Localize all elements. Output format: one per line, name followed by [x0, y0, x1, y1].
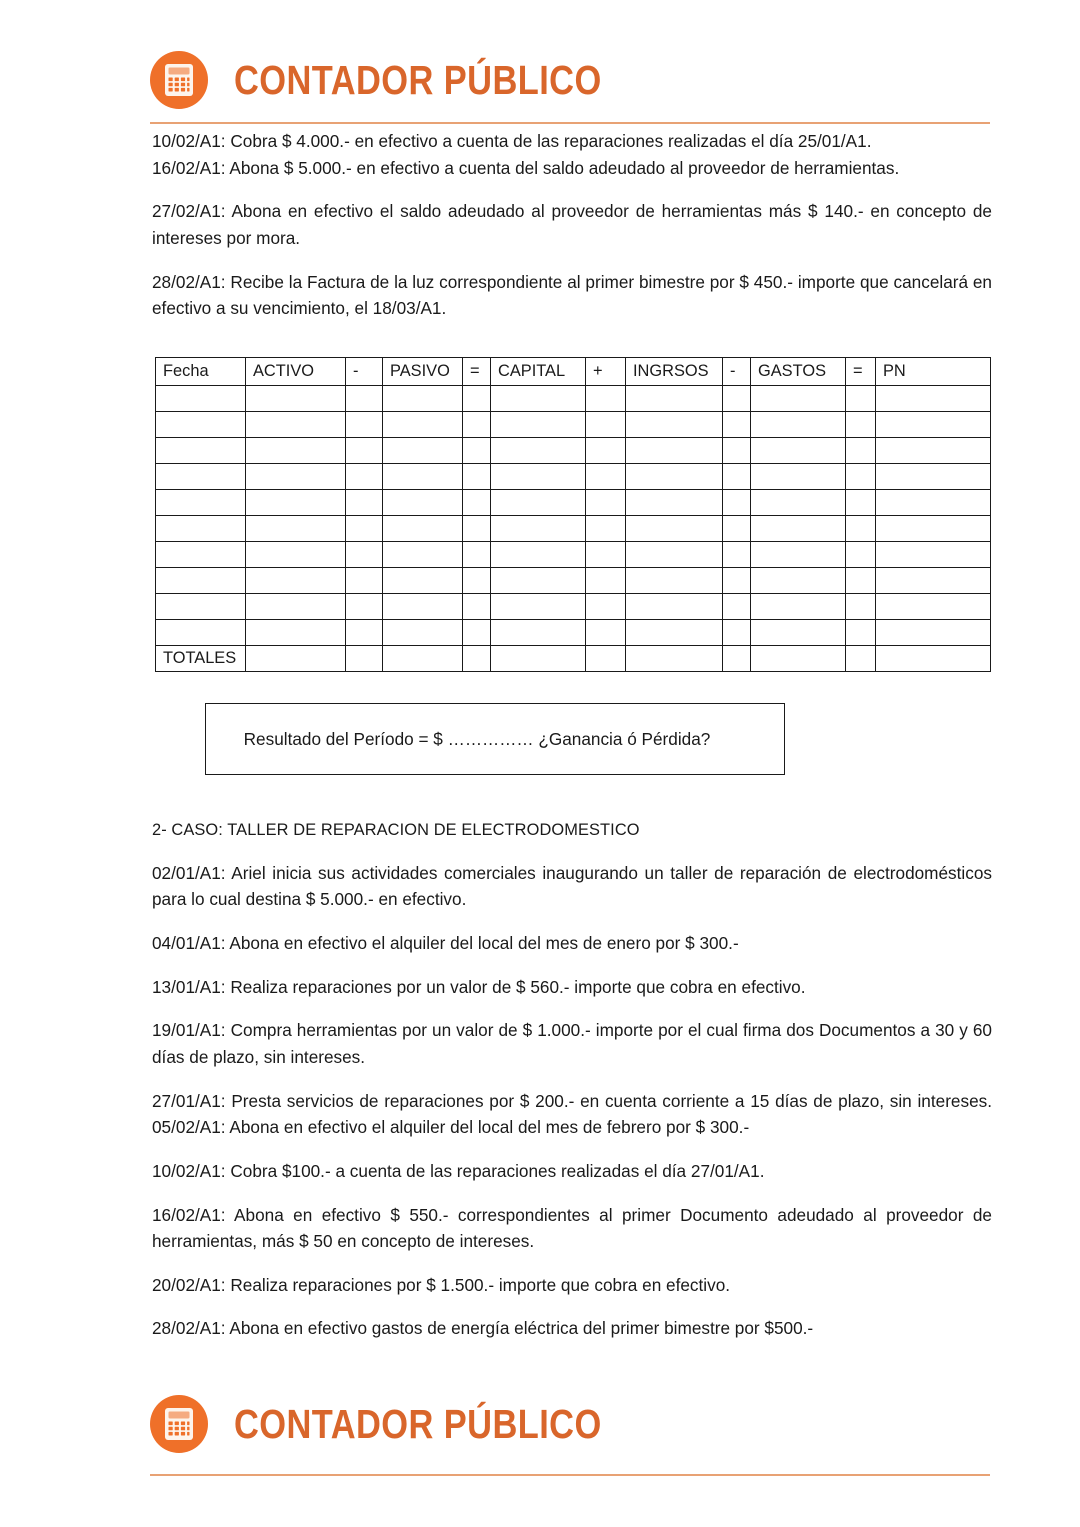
- table-cell-gastos[interactable]: [751, 438, 846, 464]
- table-cell-pn[interactable]: [876, 438, 991, 464]
- case-entry: 13/01/A1: Realiza reparaciones por un valor de $ 560.- importe que cobra en efectivo.: [152, 976, 806, 997]
- table-cell-fecha[interactable]: [156, 438, 246, 464]
- table-cell-plus[interactable]: [586, 542, 626, 568]
- table-row: [156, 568, 991, 594]
- table-cell-minus-1[interactable]: [346, 464, 383, 490]
- table-cell-equals-1[interactable]: [463, 542, 491, 568]
- brand-row-footer: [150, 1388, 990, 1460]
- table-row: [156, 412, 991, 438]
- table-cell-ingrsos[interactable]: [626, 438, 723, 464]
- table-cell-activo[interactable]: [246, 490, 346, 516]
- case-entry: 28/02/A1: Abona en efectivo gastos de energía eléctrica del primer bimestre por $500.-: [152, 1318, 814, 1339]
- table-cell-capital[interactable]: [491, 620, 586, 646]
- table-cell-pasivo[interactable]: [383, 386, 463, 412]
- table-cell-minus-2[interactable]: [723, 490, 751, 516]
- table-cell-minus-2[interactable]: [723, 386, 751, 412]
- table-body: [156, 386, 991, 646]
- table-cell-minus-2[interactable]: [723, 620, 751, 646]
- table-cell-fecha[interactable]: [156, 620, 246, 646]
- totales-cell-minus-2[interactable]: [723, 646, 751, 672]
- page-footer: [150, 1388, 990, 1476]
- table-cell-minus-1[interactable]: [346, 412, 383, 438]
- column-header-fecha: Fecha: [156, 358, 246, 386]
- table-cell-equals-1[interactable]: [463, 568, 491, 594]
- accounting-equation-table: [155, 357, 991, 672]
- table-cell-equals-2[interactable]: [846, 412, 876, 438]
- table-cell-activo[interactable]: [246, 464, 346, 490]
- table-cell-plus[interactable]: [586, 464, 626, 490]
- table-cell-gastos[interactable]: [751, 464, 846, 490]
- column-header-pasivo: PASIVO: [383, 358, 463, 386]
- table-cell-equals-1[interactable]: [463, 594, 491, 620]
- paragraph: 27/02/A1: Abona en efectivo el saldo adeudado al proveedor de herramientas más $ 140.- en concepto de intereses por mora.: [152, 201, 992, 248]
- column-header-minus-1: -: [346, 358, 383, 386]
- table-cell-activo[interactable]: [246, 620, 346, 646]
- table-cell-plus[interactable]: [586, 620, 626, 646]
- case-text-block: [152, 818, 992, 1359]
- table-cell-plus[interactable]: [586, 516, 626, 542]
- result-period-box: [205, 703, 785, 775]
- table-cell-plus[interactable]: [586, 594, 626, 620]
- table-row: [156, 516, 991, 542]
- table-cell-ingrsos[interactable]: [626, 594, 723, 620]
- table-cell-gastos[interactable]: [751, 620, 846, 646]
- table-cell-capital[interactable]: [491, 464, 586, 490]
- result-period-text: Resultado del Período = $ …………… ¿Ganancia ó Pérdida?: [243, 728, 711, 749]
- table-row: [156, 490, 991, 516]
- case-title: 2- CASO: TALLER DE REPARACION DE ELECTRODOMESTICO: [152, 821, 640, 839]
- table-cell-pasivo[interactable]: [383, 490, 463, 516]
- table-cell-pn[interactable]: [876, 464, 991, 490]
- table-cell-equals-1[interactable]: [463, 620, 491, 646]
- table-cell-pn[interactable]: [876, 386, 991, 412]
- table-cell-pasivo[interactable]: [383, 568, 463, 594]
- table-cell-activo[interactable]: [246, 542, 346, 568]
- brand-wordmark: CONTADOR PÚBLICO: [234, 1400, 602, 1447]
- paragraph: 16/02/A1: Abona $ 5.000.- en efectivo a cuenta del saldo adeudado al proveedor de herramientas.: [152, 157, 900, 178]
- table-row: [156, 620, 991, 646]
- table-cell-fecha[interactable]: [156, 542, 246, 568]
- table-cell-equals-1[interactable]: [463, 464, 491, 490]
- table-cell-ingrsos[interactable]: [626, 412, 723, 438]
- table-cell-equals-2[interactable]: [846, 490, 876, 516]
- table-cell-capital[interactable]: [491, 490, 586, 516]
- table-cell-gastos[interactable]: [751, 412, 846, 438]
- table-cell-activo[interactable]: [246, 438, 346, 464]
- table-cell-equals-2[interactable]: [846, 516, 876, 542]
- table-cell-fecha[interactable]: [156, 490, 246, 516]
- totales-cell-gastos[interactable]: [751, 646, 846, 672]
- table-cell-gastos[interactable]: [751, 542, 846, 568]
- table-cell-equals-1[interactable]: [463, 412, 491, 438]
- totales-label: TOTALES: [156, 646, 246, 672]
- table-cell-gastos[interactable]: [751, 516, 846, 542]
- table-cell-fecha[interactable]: [156, 594, 246, 620]
- table-row: [156, 594, 991, 620]
- table-cell-equals-1[interactable]: [463, 516, 491, 542]
- table-cell-fecha[interactable]: [156, 464, 246, 490]
- table-cell-gastos[interactable]: [751, 490, 846, 516]
- table-cell-minus-2[interactable]: [723, 412, 751, 438]
- case-entry: 16/02/A1: Abona en efectivo $ 550.- correspondientes al primer Documento adeudado al proveedor de herramientas, más $ 50 en concepto de intereses.: [152, 1204, 992, 1252]
- column-header-ingrsos: INGRSOS: [626, 358, 723, 386]
- table-cell-fecha[interactable]: [156, 516, 246, 542]
- table-cell-activo[interactable]: [246, 516, 346, 542]
- totales-cell-plus[interactable]: [586, 646, 626, 672]
- table-cell-fecha[interactable]: [156, 568, 246, 594]
- column-header-gastos: GASTOS: [751, 358, 846, 386]
- case-entry: 20/02/A1: Realiza reparaciones por $ 1.500.- importe que cobra en efectivo.: [152, 1274, 731, 1295]
- column-header-pn: PN: [876, 358, 991, 386]
- table-cell-fecha[interactable]: [156, 412, 246, 438]
- table-cell-activo[interactable]: [246, 412, 346, 438]
- calculator-icon: [150, 1395, 208, 1453]
- table-cell-equals-2[interactable]: [846, 386, 876, 412]
- table-cell-pn[interactable]: [876, 594, 991, 620]
- table-cell-minus-1[interactable]: [346, 516, 383, 542]
- case-entry: 10/02/A1: Cobra $100.- a cuenta de las reparaciones realizadas el día 27/01/A1.: [152, 1160, 765, 1181]
- table-cell-pasivo[interactable]: [383, 464, 463, 490]
- table-cell-plus[interactable]: [586, 438, 626, 464]
- table-cell-pn[interactable]: [876, 620, 991, 646]
- table-cell-pn[interactable]: [876, 412, 991, 438]
- table-cell-plus[interactable]: [586, 568, 626, 594]
- table-cell-equals-2[interactable]: [846, 438, 876, 464]
- table-cell-ingrsos[interactable]: [626, 516, 723, 542]
- table-cell-minus-1[interactable]: [346, 386, 383, 412]
- table-cell-ingrsos[interactable]: [626, 620, 723, 646]
- table-cell-equals-1[interactable]: [463, 438, 491, 464]
- table-cell-pasivo[interactable]: [383, 516, 463, 542]
- header-divider: [150, 122, 990, 124]
- table-cell-pn[interactable]: [876, 542, 991, 568]
- case-entry: 19/01/A1: Compra herramientas por un valor de $ 1.000.- importe por el cual firma dos Documentos a 30 y 60 días de plazo, sin intereses.: [152, 1020, 992, 1067]
- column-header-plus: +: [586, 358, 626, 386]
- table-cell-minus-1[interactable]: [346, 620, 383, 646]
- totales-cell-capital[interactable]: [491, 646, 586, 672]
- table-cell-minus-1[interactable]: [346, 568, 383, 594]
- table-cell-activo[interactable]: [246, 386, 346, 412]
- footer-divider: [150, 1474, 990, 1476]
- table-cell-plus[interactable]: [586, 386, 626, 412]
- table-cell-fecha[interactable]: [156, 386, 246, 412]
- totales-cell-equals-2[interactable]: [846, 646, 876, 672]
- table-cell-ingrsos[interactable]: [626, 386, 723, 412]
- table-cell-equals-1[interactable]: [463, 490, 491, 516]
- table-cell-equals-2[interactable]: [846, 594, 876, 620]
- totales-cell-pn[interactable]: [876, 646, 991, 672]
- column-header-minus-2: -: [723, 358, 751, 386]
- table-cell-ingrsos[interactable]: [626, 568, 723, 594]
- totales-cell-equals-1[interactable]: [463, 646, 491, 672]
- totales-cell-activo[interactable]: [246, 646, 346, 672]
- table-cell-equals-2[interactable]: [846, 620, 876, 646]
- column-header-equals-2: =: [846, 358, 876, 386]
- table-cell-equals-1[interactable]: [463, 386, 491, 412]
- table-cell-ingrsos[interactable]: [626, 542, 723, 568]
- table-cell-gastos[interactable]: [751, 594, 846, 620]
- table-cell-plus[interactable]: [586, 412, 626, 438]
- totales-cell-ingrsos[interactable]: [626, 646, 723, 672]
- table-cell-minus-2[interactable]: [723, 438, 751, 464]
- brand-wordmark: CONTADOR PÚBLICO: [234, 56, 602, 103]
- calculator-icon: [150, 51, 208, 109]
- table-cell-minus-1[interactable]: [346, 490, 383, 516]
- table-cell-capital[interactable]: [491, 516, 586, 542]
- case-entry: 04/01/A1: Abona en efectivo el alquiler del local del mes de enero por $ 300.-: [152, 932, 739, 953]
- table-cell-capital[interactable]: [491, 594, 586, 620]
- upper-text-block: [152, 128, 992, 339]
- case-entry: 02/01/A1: Ariel inicia sus actividades comerciales inaugurando un taller de reparación de electrodomésticos para lo cual destina $ 5.000.- en efectivo.: [152, 862, 992, 910]
- table-cell-gastos[interactable]: [751, 568, 846, 594]
- table-cell-equals-2[interactable]: [846, 464, 876, 490]
- column-header-activo: ACTIVO: [246, 358, 346, 386]
- table-cell-ingrsos[interactable]: [626, 464, 723, 490]
- table-row: [156, 386, 991, 412]
- table-cell-pasivo[interactable]: [383, 620, 463, 646]
- table-cell-minus-1[interactable]: [346, 438, 383, 464]
- table-cell-activo[interactable]: [246, 568, 346, 594]
- table-cell-ingrsos[interactable]: [626, 490, 723, 516]
- table-cell-capital[interactable]: [491, 568, 586, 594]
- table-cell-pasivo[interactable]: [383, 594, 463, 620]
- table-row-totales: [156, 646, 991, 672]
- table-cell-pn[interactable]: [876, 490, 991, 516]
- table-cell-activo[interactable]: [246, 594, 346, 620]
- table-cell-pn[interactable]: [876, 516, 991, 542]
- table-cell-minus-1[interactable]: [346, 594, 383, 620]
- table-cell-minus-2[interactable]: [723, 516, 751, 542]
- column-header-capital: CAPITAL: [491, 358, 586, 386]
- table-cell-equals-2[interactable]: [846, 568, 876, 594]
- table-cell-pasivo[interactable]: [383, 438, 463, 464]
- table-cell-capital[interactable]: [491, 542, 586, 568]
- table-cell-minus-2[interactable]: [723, 594, 751, 620]
- table-cell-minus-2[interactable]: [723, 568, 751, 594]
- table-header-row: [156, 358, 991, 386]
- page-header: [150, 44, 990, 124]
- table-row: [156, 464, 991, 490]
- table-cell-minus-2[interactable]: [723, 542, 751, 568]
- case-entry: 27/01/A1: Presta servicios de reparaciones por $ 200.- en cuenta corriente a 15 días de plazo, sin intereses. 05/02/A1: Abona en efectivo el alquiler del local del mes de febrero por $ 300.-: [152, 1090, 992, 1138]
- totales-cell-minus-1[interactable]: [346, 646, 383, 672]
- paragraph: 10/02/A1: Cobra $ 4.000.- en efectivo a cuenta de las reparaciones realizadas el día 25/01/A1.: [152, 131, 872, 151]
- paragraph: 28/02/A1: Recibe la Factura de la luz correspondiente al primer bimestre por $ 450.- importe que cancelará en efectivo a su vencimiento, el 18/03/A1.: [152, 271, 992, 319]
- table-cell-capital[interactable]: [491, 438, 586, 464]
- brand-row-header: [150, 44, 990, 116]
- table-cell-gastos[interactable]: [751, 386, 846, 412]
- column-header-equals-1: =: [463, 358, 491, 386]
- table-cell-equals-2[interactable]: [846, 542, 876, 568]
- table-cell-capital[interactable]: [491, 386, 586, 412]
- table-row: [156, 438, 991, 464]
- table-cell-minus-1[interactable]: [346, 542, 383, 568]
- table-cell-plus[interactable]: [586, 490, 626, 516]
- table-cell-capital[interactable]: [491, 412, 586, 438]
- table-cell-pasivo[interactable]: [383, 542, 463, 568]
- table-cell-pn[interactable]: [876, 568, 991, 594]
- totales-cell-pasivo[interactable]: [383, 646, 463, 672]
- table-cell-minus-2[interactable]: [723, 464, 751, 490]
- table-cell-pasivo[interactable]: [383, 412, 463, 438]
- table-row: [156, 542, 991, 568]
